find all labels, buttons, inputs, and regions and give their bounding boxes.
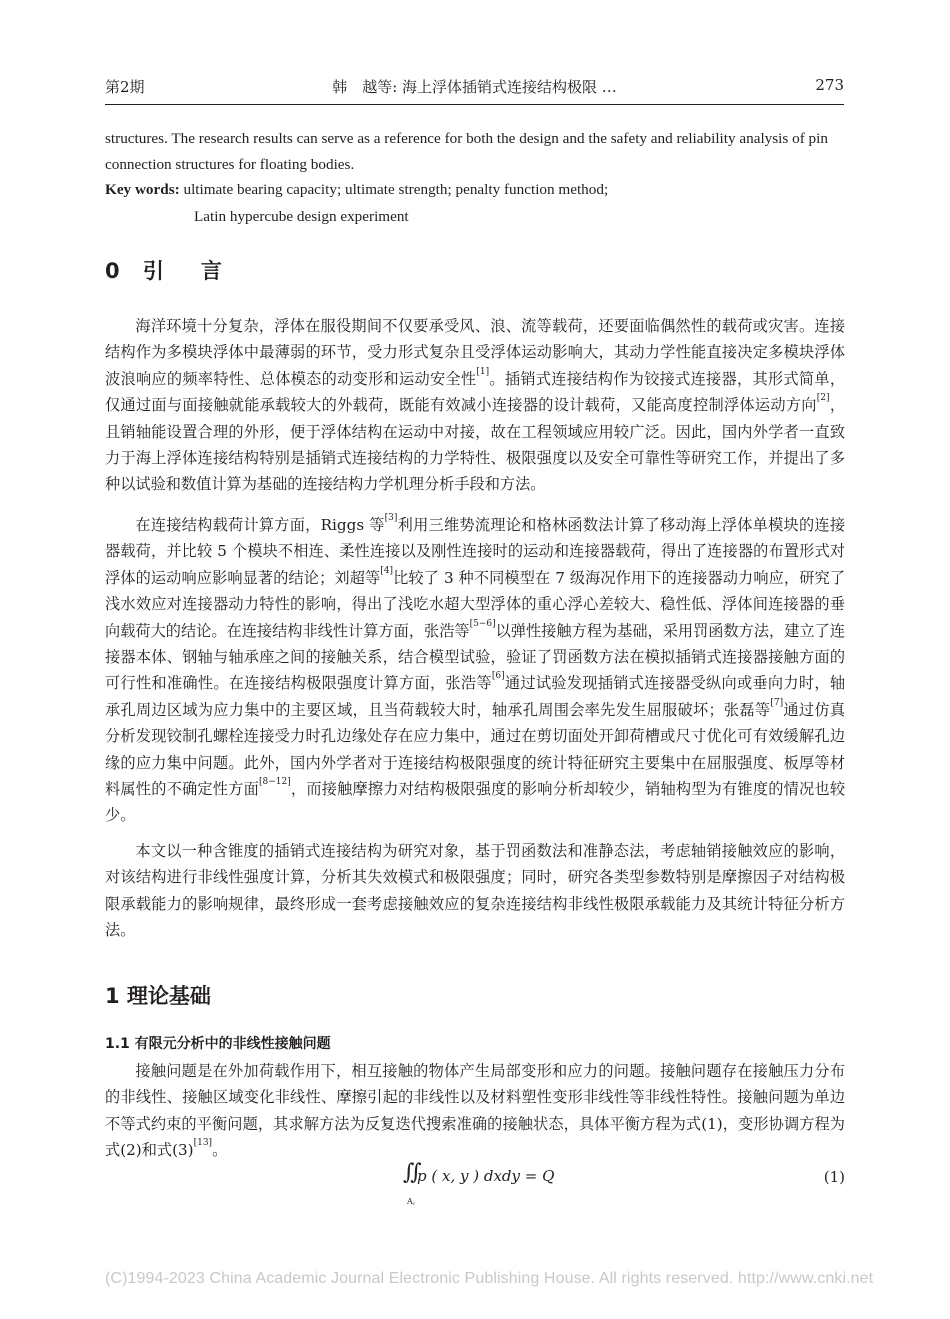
section-1-heading: 1 理论基础 bbox=[105, 984, 211, 1008]
text: 。插销式连接结构作为铰接式连接器，其形式简单，仅通过面与面接触就能承载较大的外载荷，既能有效减小连接器的设计载荷，又能高度控制浮体运动方向 bbox=[105, 369, 846, 415]
intro-paragraph-2 bbox=[105, 512, 845, 829]
copyright-watermark: (C)1994-2023 China Academic Journal Electronic Publishing House. All rights reserved. http://www.cnki.net bbox=[105, 1270, 874, 1287]
section-1-1-heading: 1.1 有限元分析中的非线性接触问题 bbox=[105, 1036, 331, 1052]
text: 通过仿真分析发现铰制孔螺栓连接受力时孔边缘处存在应力集中，通过在剪切面处开卸荷槽或尺寸优化可有效缓解孔边缘的应力集中问题。此外，国内外学者对于连接结构极限强度的统计特征研究主要集中在屈服强度、板厚等材料属性的不确定性方面 bbox=[105, 700, 846, 799]
page-number: 273 bbox=[815, 76, 844, 94]
integral-domain: A꜀ bbox=[407, 1197, 416, 1206]
citation: [8−12] bbox=[258, 777, 291, 788]
intro-paragraph-1 bbox=[105, 313, 845, 498]
section-1-1-paragraph bbox=[105, 1058, 845, 1164]
citation: [1] bbox=[476, 366, 490, 377]
double-integral-symbol: ∬ bbox=[403, 1160, 422, 1185]
text: 。 bbox=[212, 1141, 228, 1160]
intro-paragraph-3: 本文以一种含锥度的插销式连接结构为研究对象，基于罚函数法和准静态法，考虑轴销接触效应的影响，对该结构进行非线性强度计算，分析其失效模式和极限强度；同时，研究各类型参数特别是摩擦因子对结构极限承载能力的影响规律，最终形成一套考虑接触效应的复杂连接结构非线性极限承载能力及其统计特征分析方法。 bbox=[105, 842, 845, 940]
running-header bbox=[105, 76, 844, 100]
text: 通过试验发现插销式连接器受纵向或垂向力时，轴承孔周边区域为应力集中的主要区域，且当荷载较大时，轴承孔周围会率先发生屈服破坏；张磊等 bbox=[105, 674, 846, 719]
text: 比较了 3 种不同模型在 7 级海况作用下的连接器动力响应，研究了浅水效应对连接器动力特性的影响，得出了浅吃水超大型浮体的重心浮心差较大、稳性低、浮体间连接器的垂向载荷大的结论。在连接结构非线性计算方面，张浩等 bbox=[105, 568, 846, 640]
citation: [7] bbox=[770, 697, 784, 708]
text: ，而接触摩擦力对结构极限强度的影响分析却较少，销轴构型为有锥度的情况也较少。 bbox=[105, 780, 846, 825]
text: 以弹性接触方程为基础，采用罚函数方法，建立了连接器本体、钢轴与轴承座之间的接触关系，结合模型试验，验证了罚函数方法在模拟插销式连接器接触方面的可行性和准确性。在连接结构极限强度计算方面，张浩等 bbox=[105, 621, 846, 693]
equation-1 bbox=[105, 1160, 845, 1206]
equation-number: (1) bbox=[823, 1168, 845, 1186]
keywords-line bbox=[105, 177, 845, 203]
citation: [3] bbox=[384, 513, 398, 523]
text: ，且销轴能设置合理的外形，便于浮体结构在运动中对接，故在工程领域应用较广泛。因此，国内外学者一直致力于海上浮体连接结构特别是插销式连接结构的力学特性、极限强度以及安全可靠性等研究工作，并提出了多种以试验和数值计算为基础的连接结构力学机理分析手段和方法。 bbox=[105, 396, 846, 494]
section-0-heading: 0 引 言 bbox=[105, 259, 230, 283]
abstract-continuation: structures. The research results can serve as a reference for both the design and the safety and reliability analysis of pin connection structures for floating bodies. bbox=[105, 130, 828, 173]
text: 接触问题是在外加荷载作用下，相互接触的物体产生局部变形和应力的问题。接触问题存在接触压力分布的非线性、接触区域变化非线性、摩擦引起的非线性以及材料塑性变形非线性等非线性特性。接触问题为单边不等式约束的平衡问题，其求解方法为反复迭代搜索准确的接触状态，具体平衡方程为式(1)，变形协调方程为式(2)和式(3) bbox=[105, 1062, 845, 1160]
citation: [4] bbox=[380, 565, 394, 576]
citation: [13] bbox=[193, 1138, 213, 1149]
citation: [5−6] bbox=[469, 618, 496, 629]
equation-expression: p ( x, y ) dxdy = Q bbox=[417, 1167, 555, 1185]
keywords-label: Key words: bbox=[105, 181, 180, 198]
issue-label: 第2期 bbox=[105, 78, 145, 96]
keywords-text-2: Latin hypercube design experiment bbox=[194, 208, 409, 225]
text: 利用三维势流理论和格林函数法计算了移动海上浮体单模块的连接器载荷，并比较 5 个模块不相连、柔性连接以及刚性连接时的运动和连接器载荷，得出了连接器的布置形式对浮体的运动响应影响显著的结论；刘超等 bbox=[105, 516, 846, 587]
citation: [6] bbox=[491, 671, 505, 682]
text: 在连接结构载荷计算方面，Riggs 等 bbox=[135, 516, 385, 534]
text: 海洋环境十分复杂，浮体在服役期间不仅要承受风、浪、流等载荷，还要面临偶然性的载荷或灾害。连接结构作为多模块浮体中最薄弱的环节，受力形式复杂且受浮体运动影响大，其动力学性能直接决定多模块浮体波浪响应的频率特性、总体模态的动变形和运动安全性 bbox=[105, 317, 845, 388]
keywords-text-1: ultimate bearing capacity; ultimate strength; penalty function method; bbox=[183, 181, 609, 198]
running-title: 韩 越等: 海上浮体插销式连接结构极限 … bbox=[332, 78, 617, 96]
header-divider bbox=[105, 104, 844, 105]
citation: [2] bbox=[816, 393, 830, 404]
